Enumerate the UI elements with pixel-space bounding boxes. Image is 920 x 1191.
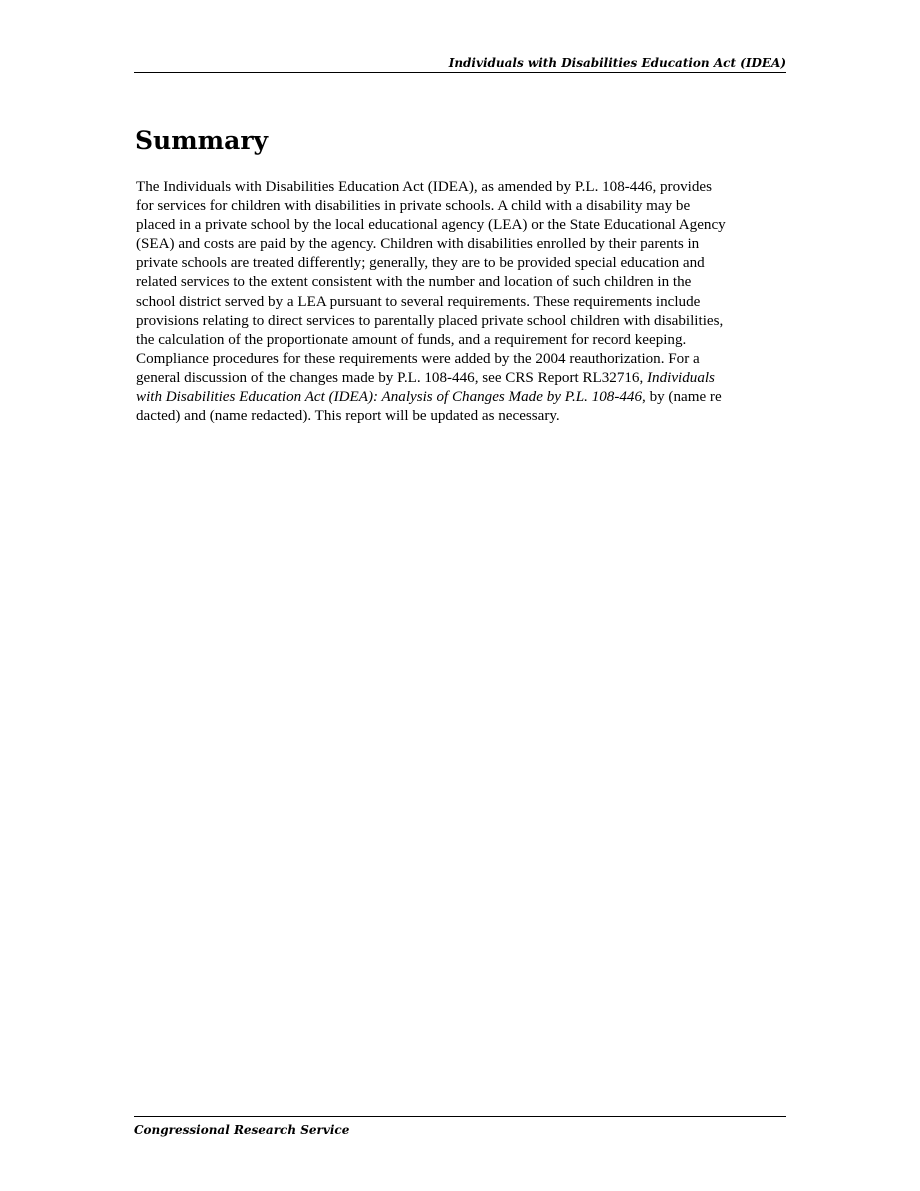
summary-line: private schools are treated differently; generally, they are to be provided special education and	[136, 255, 705, 272]
running-footer	[134, 1116, 786, 1138]
running-header-title: Individuals with Disabilities Education Act (IDEA)	[448, 56, 786, 70]
running-header	[134, 54, 786, 73]
summary-line: dacted) and (name redacted). This report will be updated as necessary.	[136, 408, 560, 425]
summary-line	[136, 388, 788, 407]
summary-line: for services for children with disabilities in private schools. A child with a disability may be	[136, 198, 691, 215]
footer-org: Congressional Research Service	[134, 1123, 350, 1137]
summary-line: (SEA) and costs are paid by the agency. Children with disabilities enrolled by their parents in	[136, 236, 700, 253]
report-title-italic: Individuals	[647, 369, 715, 386]
summary-line: related services to the extent consistent with the number and location of such children in the	[136, 274, 692, 291]
summary-line: provisions relating to direct services to parentally placed private school children with disabilities,	[136, 312, 724, 329]
summary-paragraph	[136, 178, 788, 426]
page-title: Summary	[135, 126, 269, 155]
summary-line: Compliance procedures for these requirements were added by the 2004 reauthorization. For a	[136, 350, 700, 367]
summary-text: general discussion of the changes made by P.L. 108-446, see CRS Report RL32716,	[136, 369, 648, 386]
summary-line: The Individuals with Disabilities Education Act (IDEA), as amended by P.L. 108-446, provides	[136, 179, 712, 195]
summary-line	[136, 369, 788, 388]
report-title-italic: with Disabilities Education Act (IDEA): Analysis of Changes Made by P.L. 108-446	[136, 389, 643, 406]
summary-line: the calculation of the proportionate amount of funds, and a requirement for record keeping.	[136, 331, 687, 348]
summary-text: , by (name re	[642, 389, 722, 406]
summary-line: placed in a private school by the local educational agency (LEA) or the State Educational Agency	[136, 217, 726, 234]
summary-line: school district served by a LEA pursuant to several requirements. These requirements include	[136, 293, 701, 310]
